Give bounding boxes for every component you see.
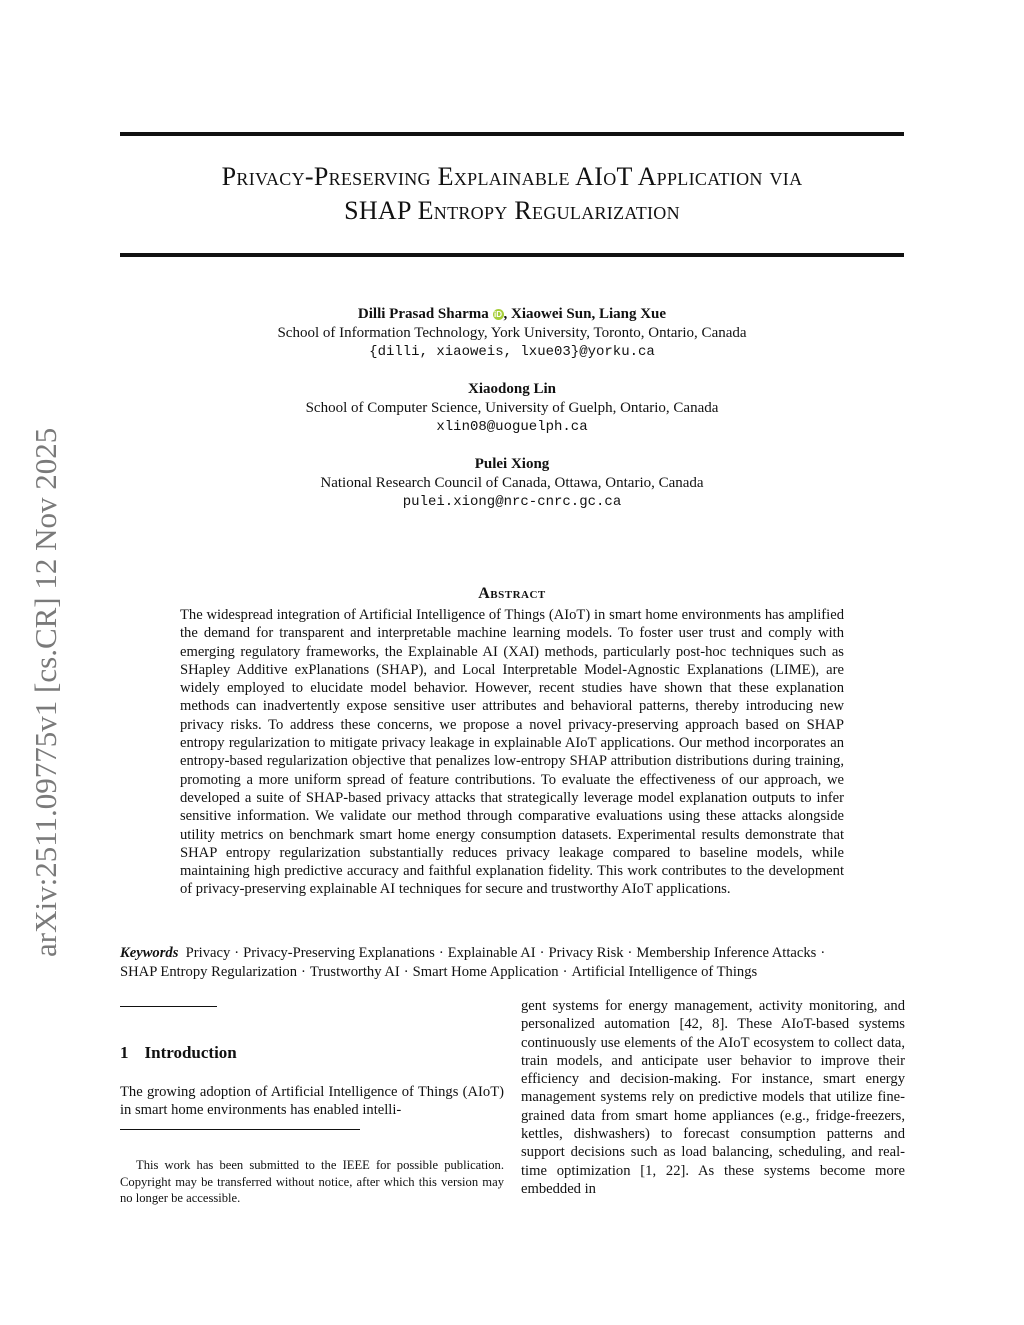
section-number: 1 [120, 1043, 129, 1062]
author-block-2 [120, 380, 904, 437]
keyword: Explainable AI [447, 945, 536, 961]
title-rule-top [120, 132, 904, 136]
footnote-rule [120, 1129, 360, 1130]
keywords-rule [120, 1006, 217, 1007]
intro-left-column: The growing adoption of Artificial Intelligence of Things (AIoT) in smart home environments has enabled intelli- [120, 1084, 504, 1119]
title-line-2: SHAP Entropy Regularization [344, 196, 680, 225]
keyword: Membership Inference Attacks [636, 945, 817, 961]
keyword: Privacy Risk [548, 945, 624, 961]
author-affiliation: School of Computer Science, University of Guelph, Ontario, Canada [305, 400, 719, 416]
abstract-heading: Abstract [478, 585, 546, 602]
author-names [120, 305, 904, 324]
author-affiliation: National Research Council of Canada, Ottawa, Ontario, Canada [320, 475, 704, 491]
author-email: pulei.xiong@nrc-cnrc.gc.ca [402, 494, 622, 510]
orcid-icon[interactable]: iD [494, 310, 503, 319]
keyword: Privacy [185, 945, 231, 961]
keyword: Smart Home Application [412, 964, 559, 980]
footnote: This work has been submitted to the IEEE for possible publication. Copyright may be transferred without notice, after which this version may no longer be accessible. [120, 1158, 504, 1205]
author-names: Pulei Xiong [474, 456, 550, 472]
paper-title [120, 160, 904, 228]
author-email: {dilli, xiaoweis, lxue03}@yorku.ca [369, 344, 655, 360]
author-email: xlin08@uoguelph.ca [436, 419, 588, 435]
title-rule-bottom [120, 253, 904, 257]
keyword: Artificial Intelligence of Things [571, 964, 758, 980]
author-primary: Dilli Prasad Sharma [357, 306, 489, 322]
keywords: Keywords Privacy · Privacy-Preserving Explanations · Explainable AI · Privacy Risk · Membership Inference Attacks · SHAP Entropy Regularization · Trustworthy AI · Smart Home Application · Artificial Intelligence of Things [120, 945, 826, 980]
author-block-1 [120, 305, 904, 362]
keyword: Trustworthy AI [309, 964, 400, 980]
author-block-3 [120, 455, 904, 512]
keywords-label: Keywords [120, 945, 179, 961]
title-line-1: Privacy-Preserving Explainable AIoT Application via [221, 162, 803, 191]
section-title: Introduction [144, 1043, 237, 1062]
intro-right-column: gent systems for energy management, activity monitoring, and personalized automation [42, 8]. These AIoT-based systems continuously use elements of the AIoT ecosystem to collect data, train models, and anticipate user behavior to improve their efficiency and decision-making. For instance, smart energy management systems rely on predictive models that utilize fine-grained data from smart home appliances (e.g., fridge-freezers, kettles, dishwashers) to forecast consumption patterns and support decisions such as load balancing, scheduling, and real-time optimization [1, 22]. As these systems become more embedded in [521, 998, 905, 1197]
author-coauthors: , Xiaowei Sun, Liang Xue [503, 306, 667, 322]
arxiv-sideband: arXiv:2511.09775v1 [cs.CR] 12 Nov 2025 [28, 427, 63, 957]
keyword: Privacy-Preserving Explanations [243, 945, 435, 961]
keyword: SHAP Entropy Regularization [120, 964, 297, 980]
abstract-body: The widespread integration of Artificial Intelligence of Things (AIoT) in smart home environments has amplified the demand for transparent and interpretable machine learning models. To foster user trust and comply with emerging regulatory frameworks, the Explainable AI (XAI) methods, particularly post-hoc techniques such as SHapley Additive exPlanations (SHAP), and Local Interpretable Model-Agnostic Explanations (LIME), are widely employed to elucidate model behavior. However, recent studies have shown that these explanation methods can inadvertently expose sensitive user attributes and behavioral patterns, thereby introducing new privacy risks. To address these concerns, we propose a novel privacy-preserving approach based on SHAP entropy regularization to mitigate privacy leakage in explainable AIoT applications. Our method incorporates an entropy-based regularization objective that penalizes low-entropy SHAP attribution distributions during training, promoting a more uniform spread of feature contributions. To evaluate the effectiveness of our approach, we developed a suite of SHAP-based privacy attacks that strategically leverage model explanation outputs to infer sensitive information. We validate our method through comparative evaluations using these attacks alongside utility metrics on benchmark smart home energy consumption datasets. Experimental results demonstrate that SHAP entropy regularization substantially reduces privacy leakage compared to baseline models, while maintaining high predictive accuracy and faithful explanation fidelity. This work contributes to the development of privacy-preserving explainable AI techniques for secure and trustworthy AIoT applications. [180, 607, 844, 898]
author-names: Xiaodong Lin [468, 381, 556, 397]
author-affiliation: School of Information Technology, York University, Toronto, Ontario, Canada [277, 325, 747, 341]
section-heading-introduction [120, 1043, 237, 1063]
